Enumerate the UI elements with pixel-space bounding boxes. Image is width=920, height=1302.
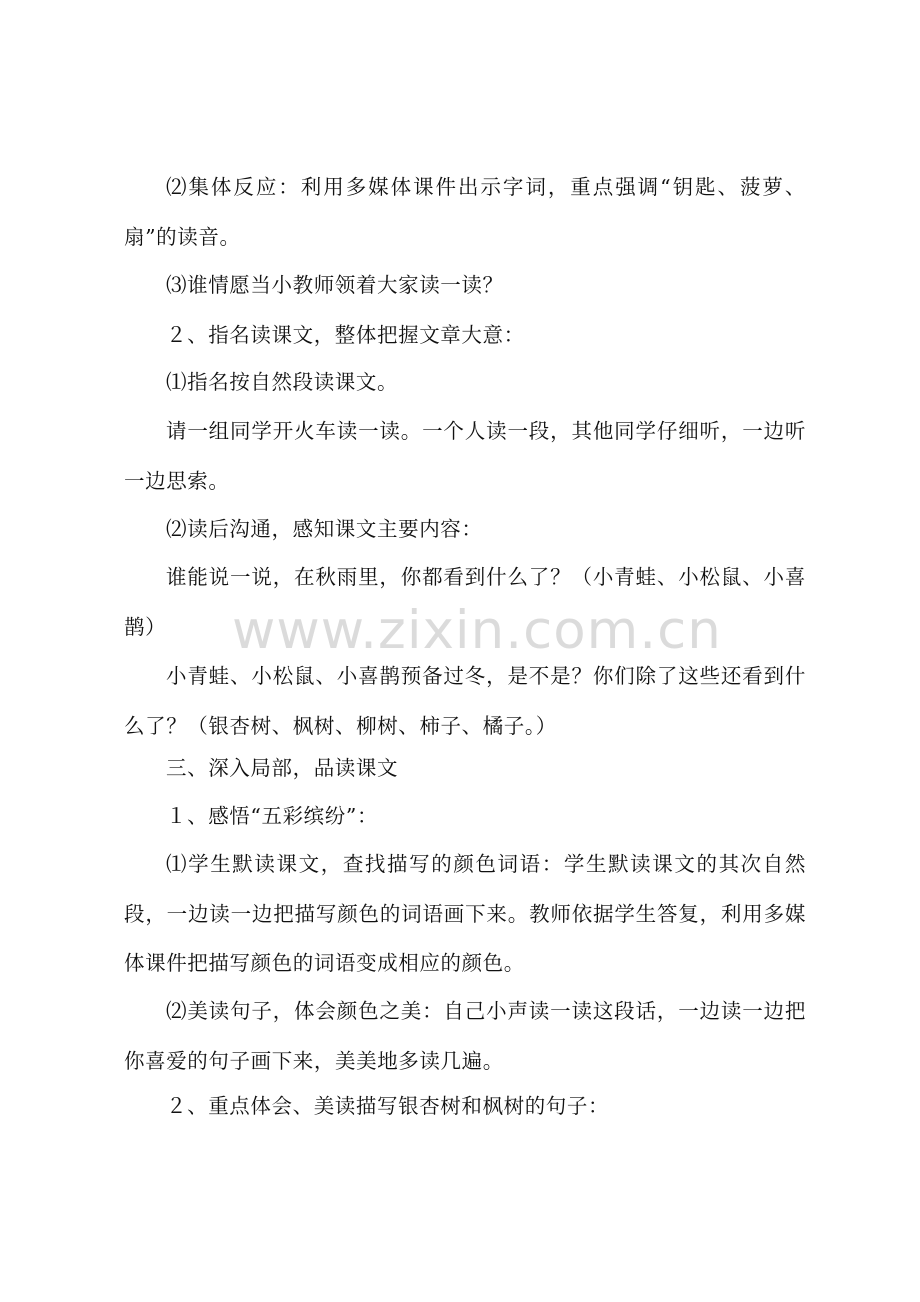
- paragraph-collective-response: ⑵集体反应：利用多媒体课件出示字词，重点强调“钥匙、菠萝、扇”的读音。: [124, 175, 806, 249]
- paragraph-what-did-you-see: 谁能说一说，在秋雨里，你都看到什么了？（小青蛙、小松鼠、小喜鹊）: [124, 565, 806, 639]
- paragraph-colorful-heading: １、感悟“五彩缤纷”：: [166, 804, 379, 828]
- paragraph-discuss-after-reading: ⑵读后沟通，感知课文主要内容：: [166, 517, 483, 541]
- paragraph-silent-reading: ⑴学生默读课文，查找描写的颜色词语：学生默读课文的其次自然段，一边读一边把描写颜色的词语画下来。教师依据学生答复，利用多媒体课件把描写颜色的词语变成相应的颜色。: [124, 852, 806, 975]
- paragraph-little-teacher: ⑶谁情愿当小教师领着大家读一读？: [166, 273, 504, 297]
- watermark: www.zixin.com.cn: [232, 600, 722, 661]
- paragraph-section-3-heading: 三、深入局部，品读课文: [166, 756, 399, 780]
- paragraph-ginkgo-maple-heading: ２、重点体会、美读描写银杏树和枫树的句子：: [166, 1094, 610, 1118]
- paragraph-step-2-heading: ２、指名读课文，整体把握文章大意：: [166, 323, 525, 347]
- paragraph-train-reading: 请一组同学开火车读一读。一个人读一段，其他同学仔细听，一边听一边思索。: [124, 419, 806, 493]
- paragraph-read-by-section: ⑴指名按自然段读课文。: [166, 370, 399, 394]
- paragraph-preparing-for-winter: 小青蛙、小松鼠、小喜鹊预备过冬，是不是？你们除了这些还看到什么了？（银杏树、枫树、柳树、柿子、橘子。）: [124, 664, 806, 738]
- paragraph-beautiful-reading: ⑵美读句子，体会颜色之美：自己小声读一读这段话，一边读一边把你喜爱的句子画下来，美美地多读几遍。: [124, 999, 806, 1073]
